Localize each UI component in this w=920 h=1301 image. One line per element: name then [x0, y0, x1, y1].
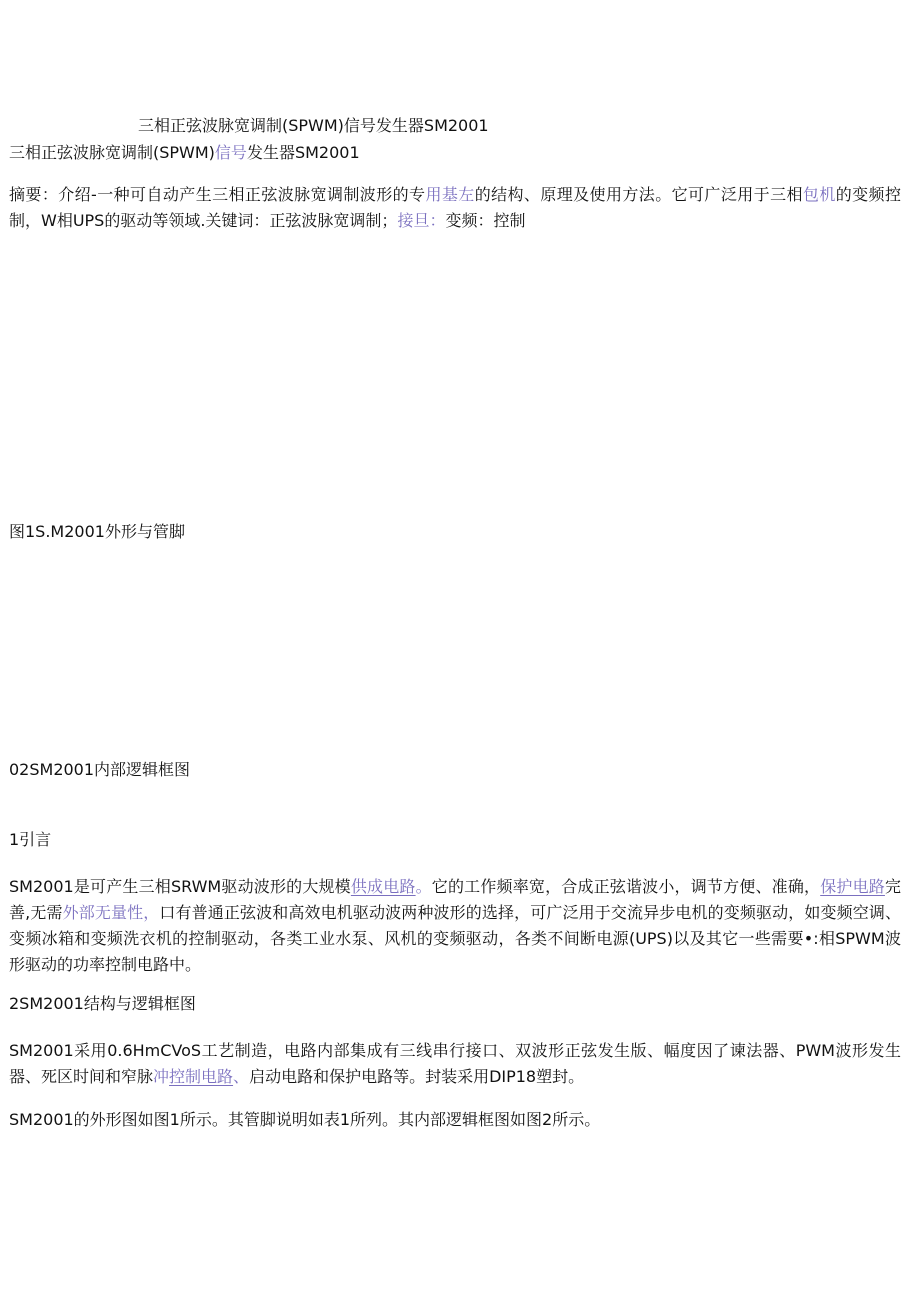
structure-text: 启动电路和保护电路等。封装采用DIP18塑封。	[249, 1067, 585, 1086]
intro-text: 口有普通正弦波和高效电机驱动波两种波形的选择，可广泛用于交流异步电机的变频驱动，如变频空调、变频冰箱和变频洗衣机的控制驱动，各类工业水泵、风机的变频驱动，各类不间断电源(UPS)以及其它一些需要•:相SPWM波形驱动的功率控制电路中。	[9, 903, 901, 974]
external-component-link[interactable]: 外部无量性，	[62, 903, 160, 922]
figure-reference-paragraph: SM2001的外形图如图1所示。其管脚说明如表1所列。其内部逻辑框图如图2所示。	[9, 1110, 601, 1129]
title-part: 发生器SM2001	[246, 143, 360, 162]
document-title-repeat	[9, 141, 360, 165]
structure-text: SM2001采用0.6HmCVoS工艺制造，电路内部集成有三线串行接口、双波形正弦发生版、幅度因了谏法器、PWM波形发生器、死区时间和窄脉	[9, 1041, 901, 1086]
signal-link[interactable]: 信号	[214, 143, 247, 162]
intro-text: SM2001是可产生三相SRWM驱动波形的大规模	[9, 877, 351, 896]
document-title: 三相正弦波脉宽调制(SPWM)信号发生器SM2001	[138, 116, 489, 135]
abstract-link[interactable]: 用基左	[425, 185, 475, 204]
structure-punctuation: 、	[233, 1067, 250, 1086]
intro-punctuation: 。	[415, 877, 432, 896]
section-2-heading: 2SM2001结构与逻辑框图	[9, 994, 196, 1013]
integrated-circuit-link[interactable]: 供成电路	[350, 877, 416, 896]
figure-2-caption: 02SM2001内部逻辑框图	[9, 760, 191, 779]
title-part: 三相正弦波脉宽调制(SPWM)	[9, 143, 215, 162]
intro-text: 它的工作频率宽，合成正弦谐波小，调节方便、准确，	[431, 877, 821, 896]
control-circuit-link[interactable]: 控制电路	[169, 1067, 234, 1086]
abstract-link[interactable]: 包机	[802, 185, 836, 204]
figure-1-caption: 图1S.M2001外形与管脚	[9, 522, 185, 541]
abstract-text: 摘要：介绍-一种可自动产生三相正弦波脉宽调制波形的专	[9, 185, 426, 204]
intro-paragraph	[9, 874, 901, 978]
abstract-link[interactable]: 接旦：	[397, 211, 446, 230]
abstract-text: 的结构、原理及使用方法。它可广泛用于三相	[474, 185, 803, 204]
structure-paragraph	[9, 1038, 901, 1090]
structure-link[interactable]: 冲	[153, 1067, 170, 1086]
protection-circuit-link[interactable]: 保护电路	[820, 877, 885, 896]
intro-text: 完善,无需	[9, 877, 901, 922]
abstract-paragraph	[9, 182, 901, 234]
section-1-heading: 1引言	[9, 830, 52, 849]
abstract-text: 的变频控制，W相UPS的驱动等领域.关键词：正弦波脉宽调制；	[9, 185, 901, 230]
abstract-text: 变频：控制	[445, 211, 526, 230]
